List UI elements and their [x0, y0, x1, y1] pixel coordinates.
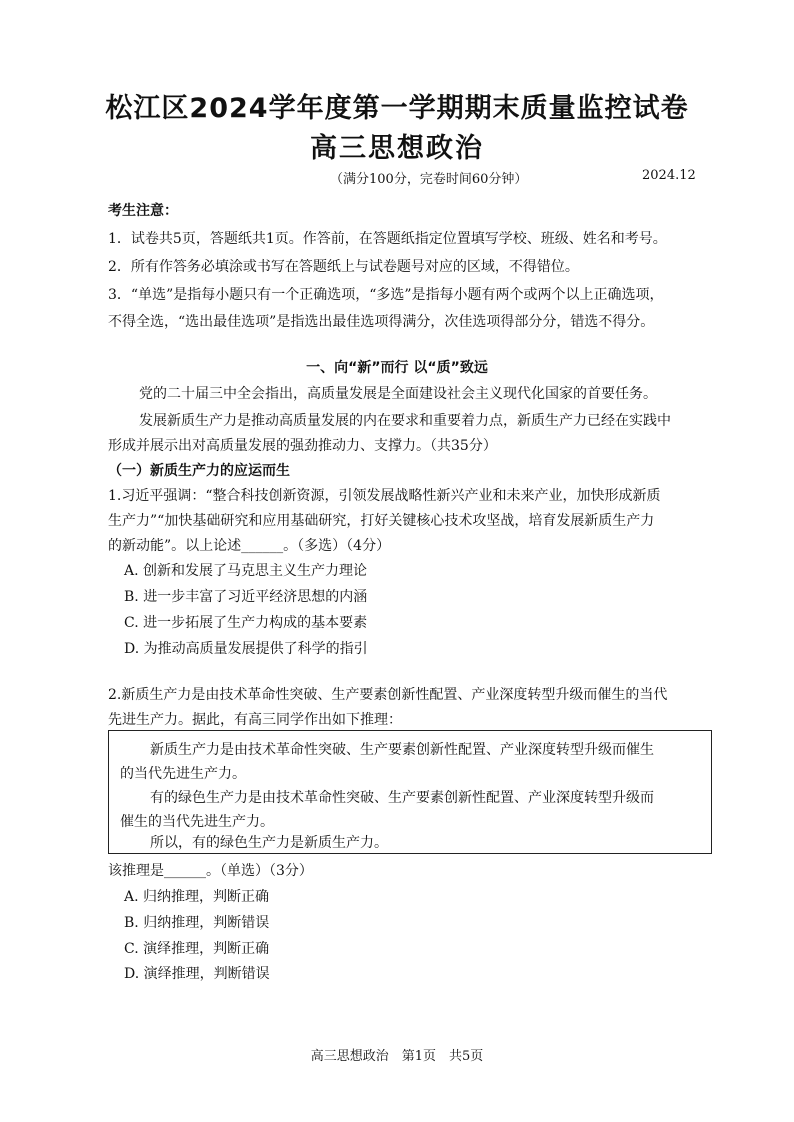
notice-item-1: 1．试卷共5页，答题纸共1页。作答前，在答题纸指定位置填写学校、班级、姓名和考号。	[108, 231, 667, 247]
page-footer: 高三思想政治 第1页 共5页	[310, 1049, 484, 1064]
section-intro-2-line-1: 发展新质生产力是推动高质量发展的内在要求和重要着力点，新质生产力已经在实践中	[139, 413, 671, 429]
q1-stem-line-2: 生产力”“加快基础研究和应用基础研究，打好关键核心技术攻坚战，培育发展新质生产力	[108, 513, 655, 529]
exam-subject: 高三思想政治	[310, 133, 484, 164]
q2-option-c: C. 演绎推理，判断正确	[124, 941, 270, 957]
notice-heading: 考生注意：	[108, 203, 178, 219]
q1-option-b: B. 进一步丰富了习近平经济思想的内涵	[124, 589, 368, 605]
reasoning-premise-1-line-1: 新质生产力是由技术革命性突破、生产要素创新性配置、产业深度转型升级而催生	[150, 742, 654, 758]
reasoning-premise-2-line-1: 有的绿色生产力是由技术革命性突破、生产要素创新性配置、产业深度转型升级而	[150, 790, 654, 806]
q1-option-d: D. 为推动高质量发展提供了科学的指引	[124, 641, 368, 657]
q1-stem-line-1: 1.习近平强调：“整合科技创新资源，引领发展战略性新兴产业和未来产业，加快形成新质	[108, 488, 661, 504]
reasoning-premise-1-line-2: 的当代先进生产力。	[120, 766, 246, 782]
exam-date: 2024.12	[642, 168, 696, 183]
q2-option-a: A. 归纳推理，判断正确	[124, 889, 270, 905]
section-title: 一、向“新”而行 以“质”致远	[306, 360, 488, 376]
notice-item-2: 2．所有作答务必填涂或书写在答题纸上与试卷题号对应的区域，不得错位。	[108, 259, 579, 275]
q1-stem-line-3: 的新动能”。以上论述______。（多选）（4分）	[108, 538, 391, 554]
section-intro-2-line-2: 形成并展示出对高质量发展的强劲推动力、支撑力。（共35分）	[108, 438, 497, 454]
q2-stem-line-2: 先进生产力。据此，有高三同学作出如下推理：	[108, 712, 402, 728]
q2-question: 该推理是______。（单选）（3分）	[108, 863, 313, 879]
q1-option-a: A. 创新和发展了马克思主义生产力理论	[124, 563, 368, 579]
exam-title: 松江区2024学年度第一学期期末质量监控试卷	[105, 93, 689, 124]
q2-option-b: B. 归纳推理，判断错误	[124, 915, 270, 931]
q2-stem-line-1: 2.新质生产力是由技术革命性突破、生产要素创新性配置、产业深度转型升级而催生的当代	[108, 687, 668, 703]
reasoning-premise-2-line-2: 催生的当代先进生产力。	[120, 814, 274, 830]
reasoning-conclusion: 所以，有的绿色生产力是新质生产力。	[150, 835, 388, 851]
notice-item-3-line-2: 不得全选，“选出最佳选项”是指选出最佳选项得满分，次佳选项得部分分，错选不得分。	[108, 314, 655, 330]
exam-info: （满分100分，完卷时间60分钟）	[330, 172, 528, 187]
q1-option-c: C. 进一步拓展了生产力构成的基本要素	[124, 615, 368, 631]
subsection-title: （一）新质生产力的应运而生	[108, 463, 290, 479]
notice-item-3-line-1: 3．“单选”是指每小题只有一个正确选项，“多选”是指每小题有两个或两个以上正确选项，	[108, 287, 664, 303]
q2-option-d: D. 演绎推理，判断错误	[124, 966, 270, 982]
section-intro-1: 党的二十届三中全会指出，高质量发展是全面建设社会主义现代化国家的首要任务。	[139, 386, 657, 402]
